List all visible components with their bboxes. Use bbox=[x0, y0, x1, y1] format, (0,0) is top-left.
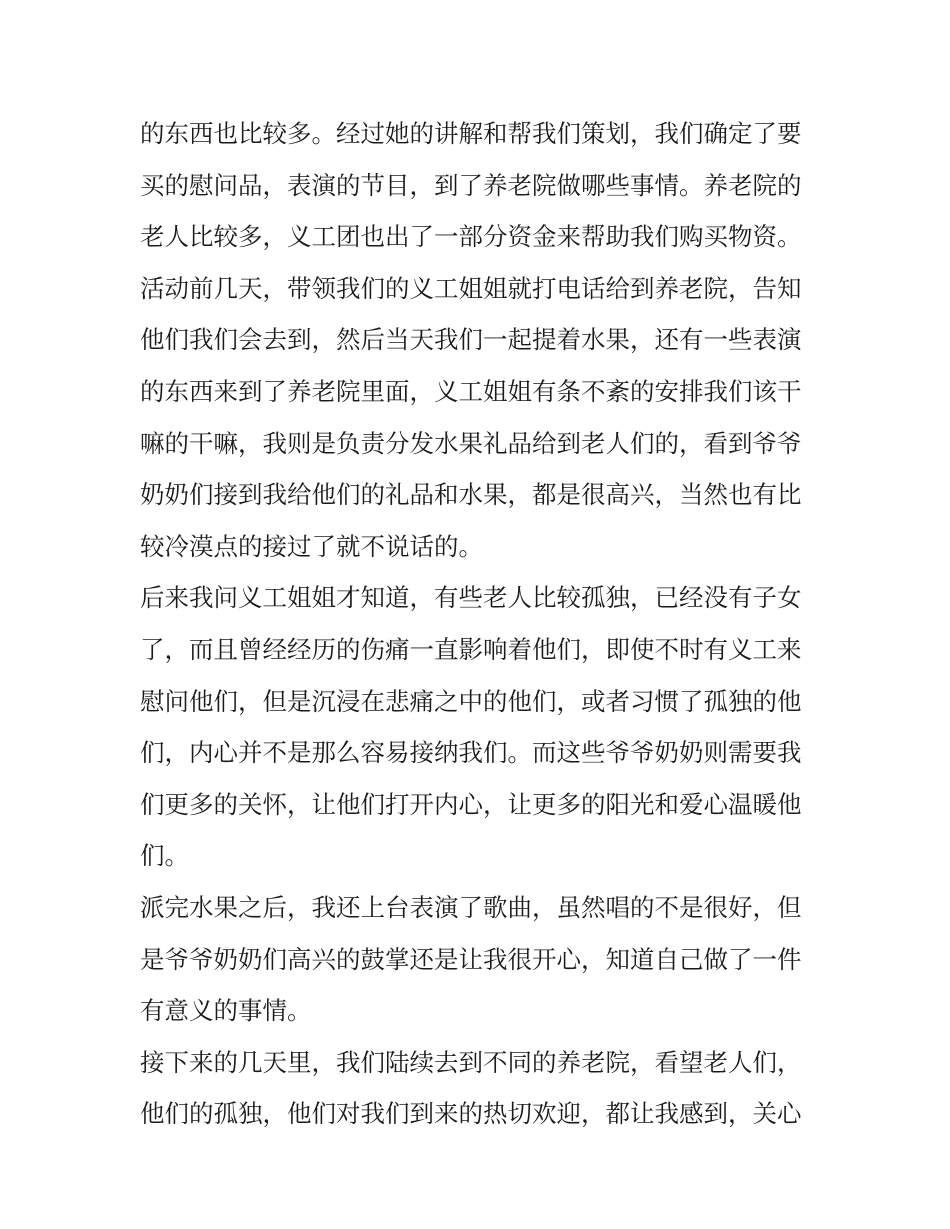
text-line: 的东西来到了养老院里面，义工姐姐有条不紊的安排我们该干 bbox=[140, 376, 802, 406]
text-line: 后来我问义工姐姐才知道，有些老人比较孤独，已经没有子女 bbox=[140, 583, 802, 613]
text-line: 较冷漠点的接过了就不说话的。 bbox=[140, 531, 483, 561]
text-line: 们，内心并不是那么容易接纳我们。而这些爷爷奶奶则需要我 bbox=[140, 738, 802, 768]
body-text bbox=[140, 108, 820, 1140]
text-line: 买的慰问品，表演的节目，到了养老院做哪些事情。养老院的 bbox=[140, 170, 802, 200]
text-line: 有意义的事情。 bbox=[140, 996, 312, 1026]
text-line: 嘛的干嘛，我则是负责分发水果礼品给到老人们的，看到爷爷 bbox=[140, 428, 802, 458]
text-line: 们。 bbox=[140, 841, 189, 871]
text-line: 活动前几天，带领我们的义工姐姐就打电话给到养老院，告知 bbox=[140, 273, 802, 303]
text-line: 们更多的关怀，让他们打开内心，让更多的阳光和爱心温暖他 bbox=[140, 789, 802, 819]
text-line: 奶奶们接到我给他们的礼品和水果，都是很高兴，当然也有比 bbox=[140, 480, 802, 510]
text-line: 了，而且曾经经历的伤痛一直影响着他们，即使不时有义工来 bbox=[140, 634, 802, 664]
text-line: 接下来的几天里，我们陆续去到不同的养老院，看望老人们， bbox=[140, 1047, 802, 1077]
text-line: 派完水果之后，我还上台表演了歌曲，虽然唱的不是很好，但 bbox=[140, 892, 802, 922]
text-line: 他们的孤独，他们对我们到来的热切欢迎，都让我感到，关心 bbox=[140, 1099, 802, 1129]
text-line: 是爷爷奶奶们高兴的鼓掌还是让我很开心，知道自己做了一件 bbox=[140, 944, 802, 974]
text-line: 老人比较多，义工团也出了一部分资金来帮助我们购买物资。 bbox=[140, 222, 802, 252]
text-line: 他们我们会去到，然后当天我们一起提着水果，还有一些表演 bbox=[140, 325, 802, 355]
text-line: 的东西也比较多。经过她的讲解和帮我们策划，我们确定了要 bbox=[140, 119, 802, 148]
text-line: 慰问他们，但是沉浸在悲痛之中的他们，或者习惯了孤独的他 bbox=[140, 686, 802, 716]
